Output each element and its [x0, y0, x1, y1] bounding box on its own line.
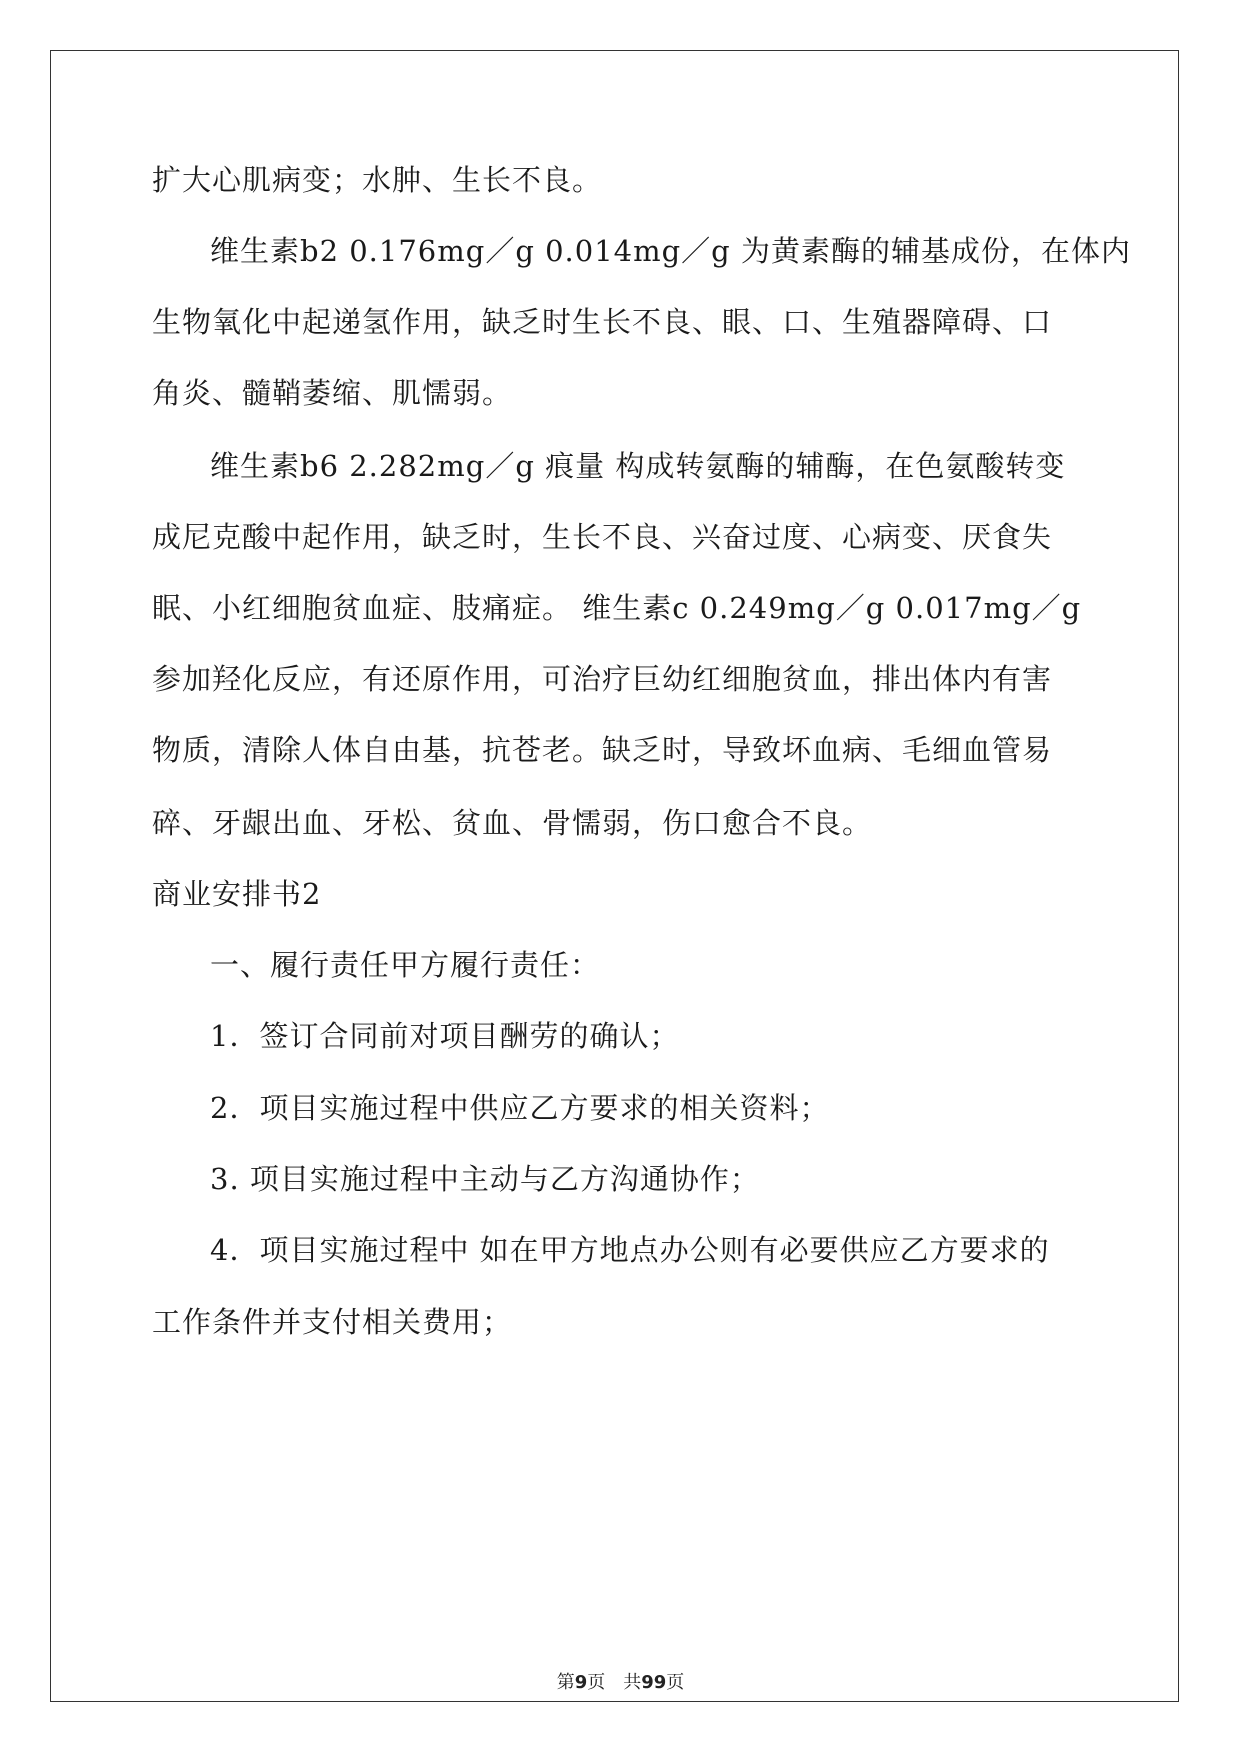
text-line: 参加羟化反应，有还原作用，可治疗巨幼红细胞贫血，排出体内有害: [152, 662, 1053, 696]
page-footer: [0, 1668, 1241, 1694]
list-item: 1．签订合同前对项目酬劳的确认；: [210, 1019, 680, 1053]
list-item: 4．项目实施过程中 如在甲方地点办公则有必要供应乙方要求的: [210, 1233, 1050, 1267]
text-line: 维生素b6 2.282mg／g 痕量 构成转氨酶的辅酶，在色氨酸转变: [210, 449, 1066, 483]
text-line: 物质，清除人体自由基，抗苍老。缺乏时，导致坏血病、毛细血管易: [152, 733, 1053, 767]
total-page-number: 99: [641, 1672, 667, 1693]
footer-prefix: 第: [556, 1672, 575, 1693]
text-line: 扩大心肌病变；水肿、生长不良。: [152, 163, 603, 197]
text-line: 眠、小红细胞贫血症、肢痛症。 维生素c 0.249mg／g 0.017mg／g: [152, 591, 1082, 625]
text-line: 碎、牙龈出血、牙松、贫血、骨懦弱，伤口愈合不良。: [152, 806, 873, 840]
footer-suffix: 页: [666, 1672, 685, 1693]
footer-mid: 页 共: [587, 1672, 642, 1693]
text-line: 一、履行责任甲方履行责任：: [210, 948, 601, 982]
text-line: 维生素b2 0.176mg／g 0.014mg／g 为黄素酶的辅基成份，在体内: [210, 234, 1131, 268]
list-item: 2．项目实施过程中供应乙方要求的相关资料；: [210, 1091, 830, 1125]
text-line: 角炎、髓鞘萎缩、肌懦弱。: [152, 376, 513, 410]
list-item: 3. 项目实施过程中主动与乙方沟通协作；: [210, 1162, 760, 1196]
text-line: 工作条件并支付相关费用；: [152, 1305, 513, 1339]
text-line: 成尼克酸中起作用，缺乏时，生长不良、兴奋过度、心病变、厌食失: [152, 520, 1053, 554]
text-line: 生物氧化中起递氢作用，缺乏时生长不良、眼、口、生殖器障碍、口: [152, 305, 1053, 339]
section-heading: 商业安排书2: [152, 877, 322, 911]
current-page-number: 9: [574, 1672, 588, 1693]
